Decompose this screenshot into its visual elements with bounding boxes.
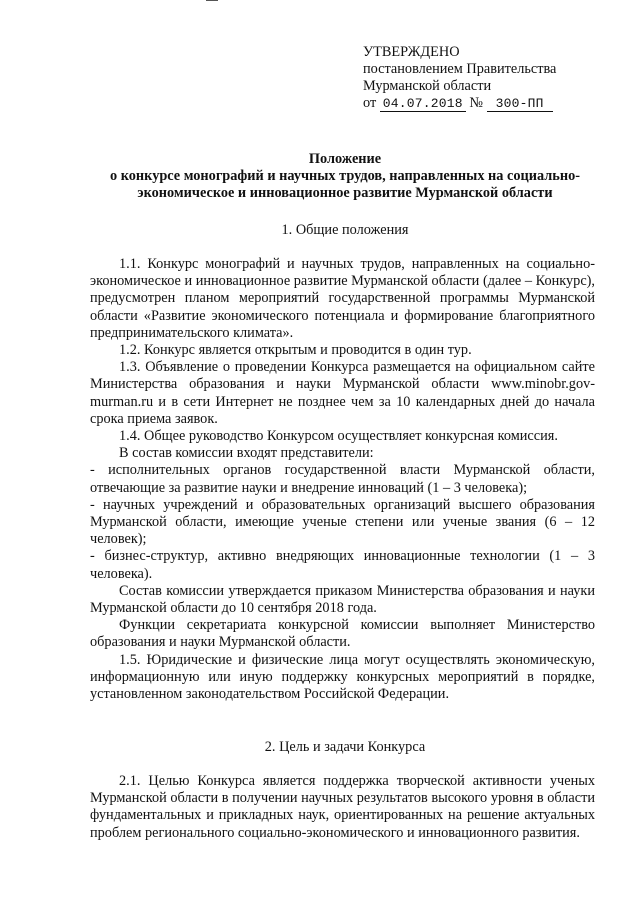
- paragraph-1-2: 1.2. Конкурс является открытым и проводится в один тур.: [119, 342, 472, 359]
- paragraph-1-5: 1.5. Юридические и физические лица могут осуществлять экономическую, информационную или иную поддержку конкурсных мероприятий в порядке, установленном законодательством Российской Федерации.: [90, 651, 595, 703]
- paragraph-commission-approval: Состав комиссии утверждается приказом Министерства образования и науки Мурманской области до 10 сентября 2018 года.: [90, 582, 595, 617]
- paragraph-2-1: 2.1. Целью Конкурса является поддержка творческой активности ученых Мурманской области в получении научных результатов высокого уровня в области фундаментальных и прикладных наук, ориентированных на решение актуальных проблем регионального социально-экономического и инновационного развития.: [90, 773, 595, 841]
- paragraph-1-4: 1.4. Общее руководство Конкурсом осуществляет конкурсная комиссия.: [119, 428, 558, 445]
- title-line2: о конкурсе монографий и научных трудов, направленных на социально-: [110, 168, 580, 184]
- member-item-2: - научных учреждений и образовательных организаций высшего образования Мурманской области, имеющие ученые степени или ученые звания (6 – 12 человек);: [90, 496, 595, 548]
- date-prefix: от: [363, 95, 377, 111]
- approval-resolution-line2: Мурманской области: [363, 78, 492, 94]
- approval-number: 300-ПП: [487, 97, 553, 112]
- approval-resolution-line1: постановлением Правительства: [363, 61, 557, 77]
- paragraph-secretariat: Функции секретариата конкурсной комиссии выполняет Министерство образования и науки Мурманской области.: [90, 617, 595, 651]
- section1-body: [90, 256, 595, 703]
- approval-date-line: [363, 95, 623, 112]
- title-line1: Положение: [308, 151, 382, 167]
- paragraph-composition: В состав комиссии входят представители:: [119, 445, 374, 462]
- paragraph-1-1: 1.1. Конкурс монографий и научных трудов, направленных на социально-экономическое и инновационное развитие Мурманской области (далее – Конкурс), предусмотрен планом мероприятий государственной программы Мурманской области «Развитие экономического потенциала и формирование благоприятного предпринимательского климата».: [90, 256, 595, 341]
- section1-heading: 1. Общие положения: [281, 222, 409, 238]
- member-item-1: - исполнительных органов государственной власти Мурманской области, отвечающие за развитие науки и внедрение инноваций (1 – 3 человека);: [90, 462, 595, 496]
- approval-date: 04.07.2018: [380, 97, 466, 112]
- scan-mark: [206, 0, 218, 1]
- approval-heading: УТВЕРЖДЕНО: [363, 44, 460, 60]
- section2-heading: 2. Цель и задачи Конкурса: [264, 739, 426, 755]
- title-line3: экономическое и инновационное развитие Мурманской области: [137, 185, 553, 201]
- number-sign: №: [469, 95, 484, 111]
- approval-block: [363, 44, 623, 112]
- section2-body: [90, 773, 595, 842]
- document-title: [60, 151, 630, 202]
- member-item-3: - бизнес-структур, активно внедряющих инновационные технологии (1 – 3 человека).: [90, 548, 595, 582]
- paragraph-1-3: 1.3. Объявление о проведении Конкурса размещается на официальном сайте Министерства образования и науки Мурманской области www.minobr.gov-murman.ru и в сети Интернет не позднее чем за 10 календарных дней до начала срока приема заявок.: [90, 359, 595, 427]
